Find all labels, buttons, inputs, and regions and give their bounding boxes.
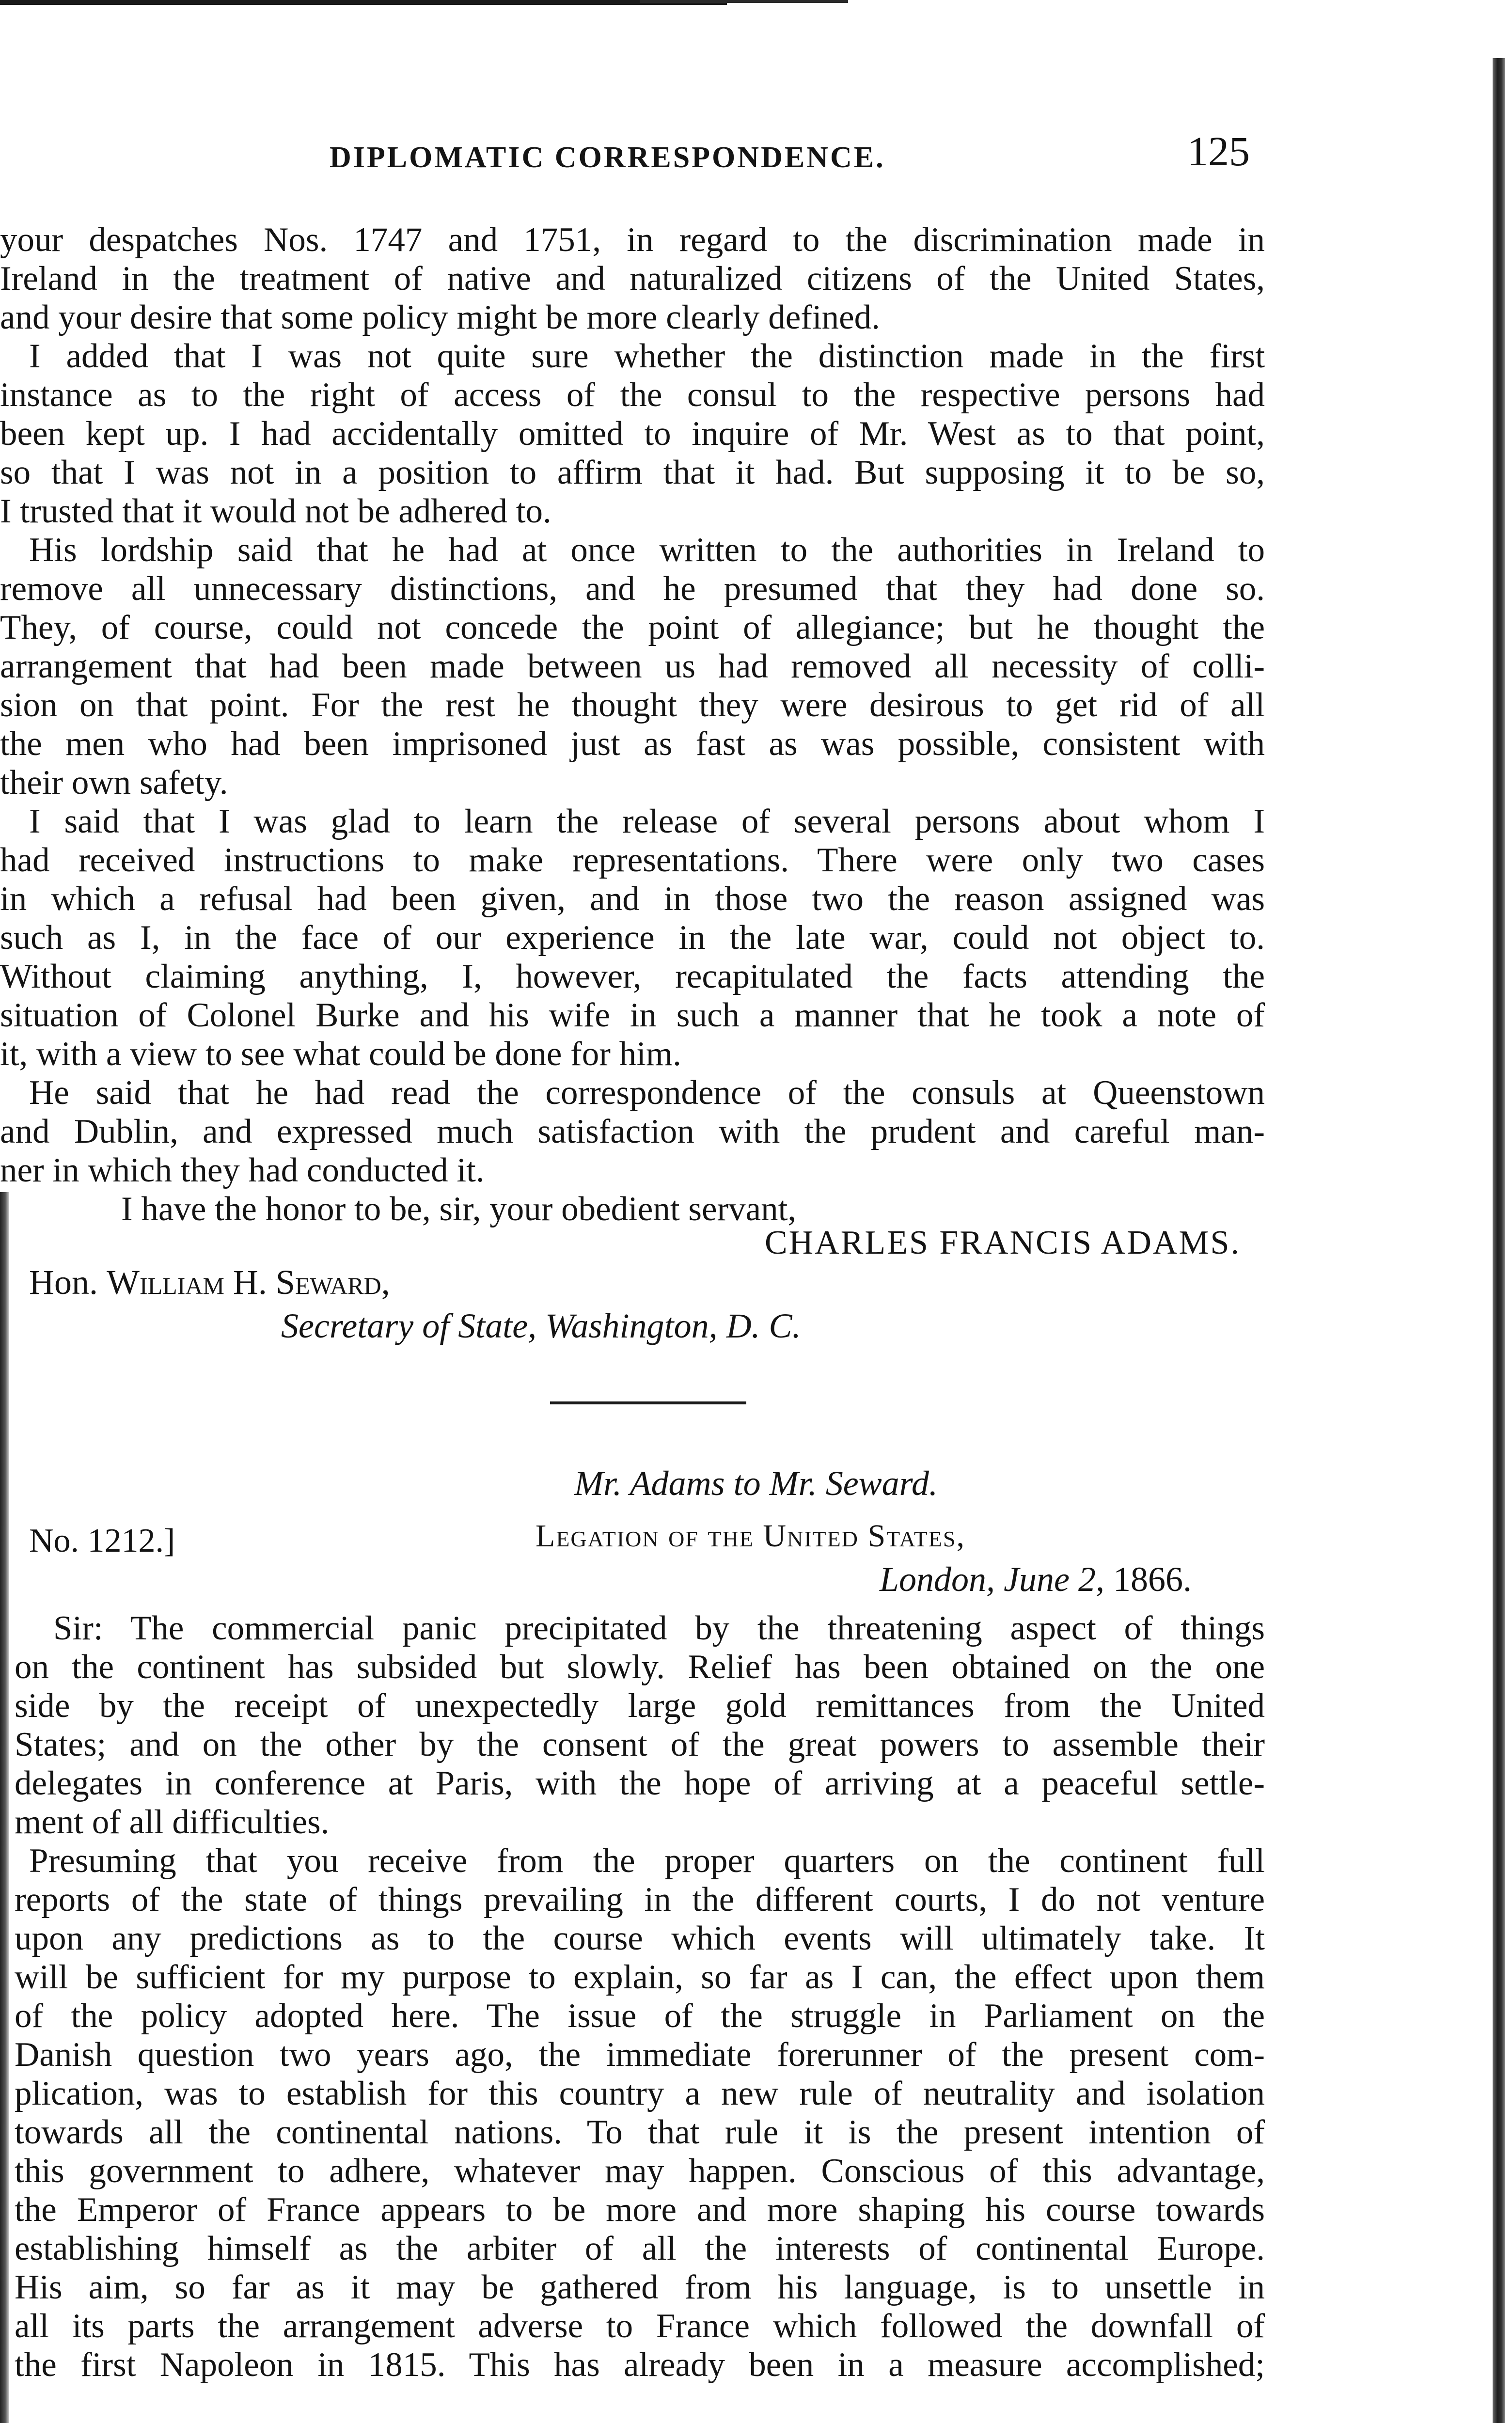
text-line: your despatches Nos. 1747 and 1751, in regard to the discrimination made in bbox=[0, 221, 1265, 259]
text-line: His aim, so far as it may be gathered from his language, is to unsettle in bbox=[15, 2268, 1265, 2306]
text-line: on the continent has subsided but slowly. Relief has been obtained on the one bbox=[15, 1648, 1265, 1686]
text-line: of the policy adopted here. The issue of the struggle in Parliament on the bbox=[15, 1997, 1265, 2035]
text-line: He said that he had read the correspondence of the consuls at Queenstown bbox=[29, 1074, 1265, 1112]
scan-edge-right bbox=[1493, 58, 1505, 2423]
text-line: States; and on the other by the consent of the great powers to assemble their bbox=[15, 1726, 1265, 1763]
text-line: upon any predictions as to the course which events will ultimately take. It bbox=[15, 1920, 1265, 1957]
text-line: side by the receipt of unexpectedly large gold remittances from the United bbox=[15, 1687, 1265, 1725]
text-line: towards all the continental nations. To that rule it is the present intention of bbox=[15, 2113, 1265, 2151]
text-line: ment of all difficulties. bbox=[15, 1803, 330, 1841]
legation-line: Legation of the United States, bbox=[536, 1518, 965, 1554]
text-line: establishing himself as the arbiter of all the interests of continental Europe. bbox=[15, 2230, 1265, 2267]
text-line: His lordship said that he had at once written to the authorities in Ireland to bbox=[29, 531, 1265, 569]
scan-edge-left bbox=[0, 1192, 9, 2423]
text-line: this government to adhere, whatever may happen. Conscious of this advantage, bbox=[15, 2152, 1265, 2190]
scan-edge-top-secondary bbox=[640, 0, 848, 3]
section-divider bbox=[550, 1401, 746, 1404]
text-line: in which a refusal had been given, and in those two the reason assigned was bbox=[0, 880, 1265, 918]
running-header: DIPLOMATIC CORRESPONDENCE. bbox=[330, 141, 885, 174]
addressee-title: Secretary of State, Washington, D. C. bbox=[281, 1306, 801, 1345]
signature: CHARLES FRANCIS ADAMS. bbox=[764, 1224, 1241, 1261]
dateline bbox=[880, 1559, 1192, 1600]
text-line: delegates in conference at Paris, with the hope of arriving at a peaceful settle- bbox=[15, 1764, 1265, 1802]
text-line: Sir: The commercial panic precipitated by the threatening aspect of things bbox=[53, 1609, 1265, 1647]
text-line: such as I, in the face of our experience in the late war, could not object to. bbox=[0, 919, 1265, 957]
addressee bbox=[29, 1262, 390, 1303]
text-line: Ireland in the treatment of native and naturalized citizens of the United States, bbox=[0, 260, 1265, 298]
page-number: 125 bbox=[1187, 128, 1250, 174]
text-line: instance as to the right of access of the consul to the respective persons had bbox=[0, 376, 1265, 414]
text-line: and your desire that some policy might be more clearly defined. bbox=[0, 299, 880, 336]
text-line: reports of the state of things prevailing in the different courts, I do not venture bbox=[15, 1881, 1265, 1919]
closing-line: I have the honor to be, sir, your obedient servant, bbox=[121, 1190, 797, 1228]
text-line: will be sufficient for my purpose to explain, so far as I can, the effect upon them bbox=[15, 1958, 1265, 1996]
text-line: it, with a view to see what could be done for him. bbox=[0, 1035, 681, 1073]
text-line: They, of course, could not concede the point of allegiance; but he thought the bbox=[0, 609, 1265, 646]
text-line: ner in which they had conducted it. bbox=[0, 1151, 485, 1189]
text-line: the men who had been imprisoned just as fast as was possible, consistent with bbox=[0, 725, 1265, 763]
text-line: so that I was not in a position to affirm that it had. But supposing it to be so, bbox=[0, 454, 1265, 491]
text-line: been kept up. I had accidentally omitted to inquire of Mr. West as to that point, bbox=[0, 415, 1265, 453]
despatch-number: No. 1212.] bbox=[29, 1522, 175, 1559]
dateline-year: 1866. bbox=[1104, 1560, 1192, 1599]
text-line: had received instructions to make representations. There were only two cases bbox=[0, 841, 1265, 879]
scan-edge-top bbox=[0, 0, 727, 5]
addressee-name: William H. Seward, bbox=[107, 1263, 390, 1302]
text-line: all its parts the arrangement adverse to France which followed the downfall of bbox=[15, 2307, 1265, 2345]
text-line: remove all unnecessary distinctions, and he presumed that they had done so. bbox=[0, 570, 1265, 608]
letter-heading: Mr. Adams to Mr. Seward. bbox=[574, 1464, 938, 1503]
text-line: I added that I was not quite sure whether the distinction made in the first bbox=[29, 337, 1265, 375]
text-line: Presuming that you receive from the proper quarters on the continent full bbox=[29, 1842, 1265, 1880]
text-line: and Dublin, and expressed much satisfaction with the prudent and careful man- bbox=[0, 1113, 1265, 1150]
text-line: situation of Colonel Burke and his wife in such a manner that he took a note of bbox=[0, 996, 1265, 1034]
text-line: their own safety. bbox=[0, 764, 228, 802]
text-line: Danish question two years ago, the immediate forerunner of the present com- bbox=[15, 2036, 1265, 2074]
text-line: arrangement that had been made between us had removed all necessity of colli- bbox=[0, 647, 1265, 685]
text-line: plication, was to establish for this country a new rule of neutrality and isolation bbox=[15, 2075, 1265, 2112]
text-line: I trusted that it would not be adhered to. bbox=[0, 492, 551, 530]
text-line: sion on that point. For the rest he thought they were desirous to get rid of all bbox=[0, 686, 1265, 724]
text-line: the first Napoleon in 1815. This has already been in a measure accomplished; bbox=[15, 2346, 1265, 2384]
text-line: I said that I was glad to learn the release of several persons about whom I bbox=[29, 802, 1265, 840]
text-line: the Emperor of France appears to be more and more shaping his course towards bbox=[15, 2191, 1265, 2229]
addressee-prefix: Hon. bbox=[29, 1263, 107, 1302]
text-line: Without claiming anything, I, however, recapitulated the facts attending the bbox=[0, 958, 1265, 995]
dateline-place: London, June 2, bbox=[880, 1560, 1104, 1599]
